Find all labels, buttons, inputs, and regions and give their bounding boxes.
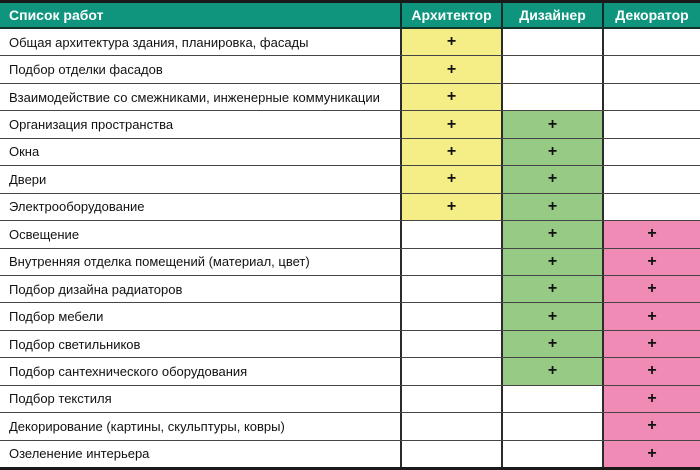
table-row [0, 412, 700, 439]
task-cell [0, 194, 400, 220]
table-row [0, 220, 700, 247]
mark-cell-designer [501, 56, 602, 82]
task-cell [0, 276, 400, 302]
table-row [0, 248, 700, 275]
task-cell [0, 413, 400, 439]
mark-cell-decorator: + [602, 441, 700, 467]
task-label: Декорирование (картины, скульптуры, ковры) [9, 418, 285, 434]
table-header [0, 3, 700, 29]
column-header-decorator: Декоратор [602, 3, 700, 27]
task-cell [0, 358, 400, 384]
table-row [0, 440, 700, 467]
table-row [0, 83, 700, 110]
mark-cell-architect [400, 441, 501, 467]
table-body [0, 29, 700, 467]
mark-cell-decorator: + [602, 221, 700, 247]
task-label: Общая архитектура здания, планировка, фасады [9, 34, 309, 50]
mark-cell-decorator [602, 194, 700, 220]
mark-cell-decorator [602, 139, 700, 165]
task-cell [0, 56, 400, 82]
mark-cell-architect: + [400, 84, 501, 110]
table-row [0, 110, 700, 137]
table-row [0, 275, 700, 302]
table-row [0, 165, 700, 192]
mark-cell-architect [400, 221, 501, 247]
mark-cell-architect [400, 358, 501, 384]
task-label: Подбор светильников [9, 336, 141, 352]
mark-cell-architect [400, 413, 501, 439]
mark-cell-architect [400, 249, 501, 275]
column-header-designer: Дизайнер [501, 3, 602, 27]
task-cell [0, 84, 400, 110]
mark-cell-designer [501, 84, 602, 110]
task-label: Подбор отделки фасадов [9, 62, 163, 78]
mark-cell-decorator: + [602, 358, 700, 384]
mark-cell-architect [400, 386, 501, 412]
mark-cell-decorator: + [602, 276, 700, 302]
task-label: Внутренняя отделка помещений (материал, цвет) [9, 254, 310, 270]
task-label: Организация пространства [9, 117, 174, 133]
mark-cell-designer [501, 386, 602, 412]
mark-cell-decorator: + [602, 413, 700, 439]
task-label: Подбор текстиля [9, 391, 112, 407]
mark-cell-designer [501, 29, 602, 55]
mark-cell-decorator: + [602, 331, 700, 357]
mark-cell-designer: + [501, 276, 602, 302]
mark-cell-designer: + [501, 111, 602, 137]
task-label: Подбор сантехнического оборудования [9, 363, 248, 379]
mark-cell-decorator [602, 111, 700, 137]
mark-cell-decorator [602, 84, 700, 110]
task-cell [0, 441, 400, 467]
column-header-task-list: Список работ [9, 7, 104, 23]
task-label: Электрооборудование [9, 199, 145, 215]
task-label: Подбор мебели [9, 309, 104, 325]
table-row [0, 193, 700, 220]
task-cell [0, 139, 400, 165]
task-cell [0, 386, 400, 412]
mark-cell-designer: + [501, 221, 602, 247]
mark-cell-designer [501, 413, 602, 439]
mark-cell-designer: + [501, 139, 602, 165]
table-row [0, 330, 700, 357]
mark-cell-designer: + [501, 331, 602, 357]
table-row [0, 302, 700, 329]
task-cell [0, 29, 400, 55]
task-label: Окна [9, 144, 40, 160]
task-cell [0, 111, 400, 137]
mark-cell-designer: + [501, 358, 602, 384]
task-cell [0, 221, 400, 247]
task-cell [0, 166, 400, 192]
table-row [0, 138, 700, 165]
mark-cell-decorator [602, 56, 700, 82]
task-label: Озеленение интерьера [9, 446, 150, 462]
mark-cell-decorator: + [602, 386, 700, 412]
task-cell [0, 331, 400, 357]
task-label: Освещение [9, 226, 80, 242]
mark-cell-decorator: + [602, 249, 700, 275]
column-header-architect: Архитектор [400, 3, 501, 27]
mark-cell-designer: + [501, 194, 602, 220]
mark-cell-designer: + [501, 166, 602, 192]
mark-cell-architect: + [400, 194, 501, 220]
table-row [0, 357, 700, 384]
task-label: Двери [9, 171, 47, 187]
mark-cell-architect: + [400, 56, 501, 82]
mark-cell-architect: + [400, 166, 501, 192]
table-row [0, 29, 700, 55]
mark-cell-architect: + [400, 111, 501, 137]
table-row [0, 385, 700, 412]
mark-cell-architect [400, 331, 501, 357]
mark-cell-designer: + [501, 303, 602, 329]
mark-cell-designer [501, 441, 602, 467]
mark-cell-decorator [602, 29, 700, 55]
mark-cell-architect [400, 303, 501, 329]
mark-cell-designer: + [501, 249, 602, 275]
task-label: Взаимодействие со смежниками, инженерные коммуникации [9, 89, 380, 105]
mark-cell-architect: + [400, 29, 501, 55]
task-cell [0, 303, 400, 329]
mark-cell-decorator [602, 166, 700, 192]
table-row [0, 55, 700, 82]
mark-cell-architect: + [400, 139, 501, 165]
task-cell [0, 249, 400, 275]
mark-cell-decorator: + [602, 303, 700, 329]
mark-cell-architect [400, 276, 501, 302]
task-label: Подбор дизайна радиаторов [9, 281, 183, 297]
